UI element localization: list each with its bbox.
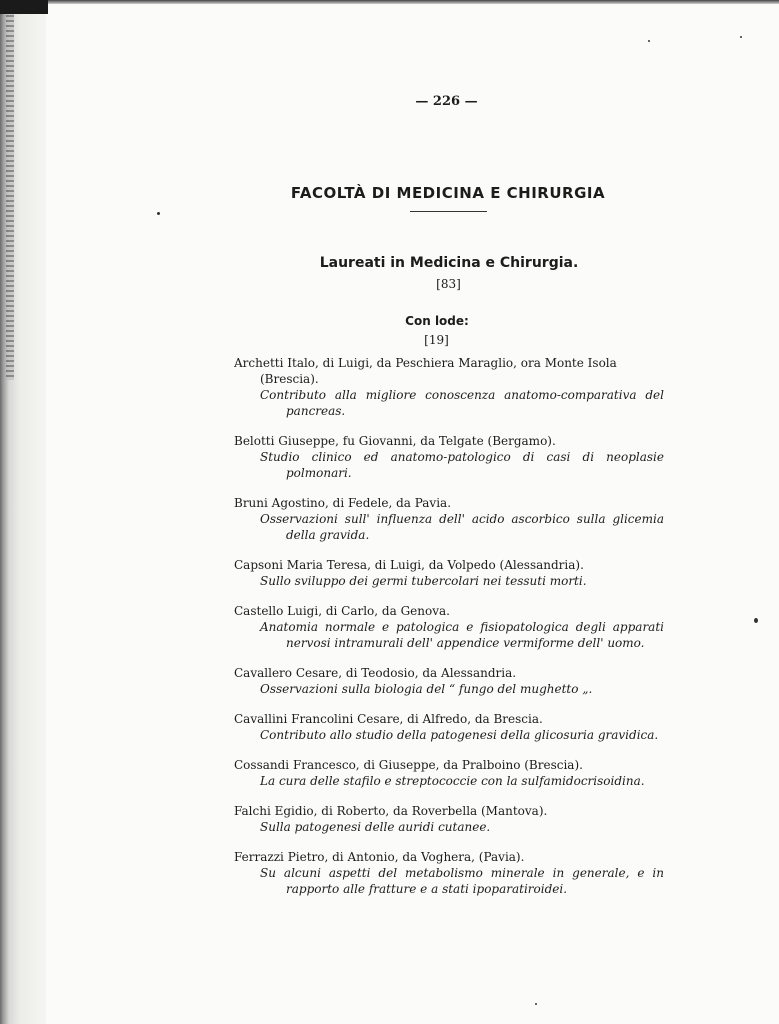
scan-speck (648, 40, 650, 42)
scan-speck (740, 36, 742, 38)
graduate-name: Capsoni Maria Teresa, di Luigi, da Volpedo (Alessandria). (234, 558, 584, 572)
graduate-entry (234, 665, 664, 697)
graduate-name: Falchi Egidio, di Roberto, da Roverbella (Mantova). (234, 804, 548, 818)
graduate-entry (234, 803, 664, 835)
thesis-title: Anatomia normale e patologica e fisiopatologica degli apparati nervosi intramurali dell' appendice vermiforme dell' uomo. (260, 620, 664, 650)
graduate-entry (234, 433, 664, 481)
honors-label: Con lode: (405, 314, 469, 328)
graduate-list (234, 355, 664, 911)
graduate-entry (234, 495, 664, 543)
scan-top-edge (0, 0, 779, 4)
thesis-title: Sulla patogenesi delle auridi cutanee. (260, 820, 491, 834)
thesis-title: Osservazioni sull' influenza dell' acido ascorbico sulla glicemia della gravida. (260, 512, 664, 542)
graduate-name: Belotti Giuseppe, fu Giovanni, da Telgate (Bergamo). (234, 434, 556, 448)
section-title: Laureati in Medicina e Chirurgia. (319, 255, 579, 271)
honors-count: [19] (424, 333, 449, 347)
graduate-name: Cavallero Cesare, di Teodosio, da Alessandria. (234, 666, 517, 680)
thesis-title: Osservazioni sulla biologia del “ fungo del mughetto „. (260, 682, 593, 696)
graduate-entry (234, 603, 664, 651)
scan-speck (535, 1003, 537, 1005)
graduate-name: Cavallini Francolini Cesare, di Alfredo, da Brescia. (234, 712, 543, 726)
graduate-entry (234, 711, 664, 743)
graduate-entry (234, 849, 664, 897)
thesis-title: Sullo sviluppo dei germi tubercolari nei tessuti morti. (260, 574, 587, 588)
graduate-name: Cossandi Francesco, di Giuseppe, da Pralboino (Brescia). (234, 758, 583, 772)
graduate-name: Castello Luigi, di Carlo, da Genova. (234, 604, 450, 618)
title-divider (410, 211, 487, 212)
graduate-name: Ferrazzi Pietro, di Antonio, da Voghera, (Pavia). (234, 850, 525, 864)
thesis-title: Studio clinico ed anatomo-patologico di casi di neoplasie polmonari. (260, 450, 664, 480)
section-count: [83] (436, 277, 461, 291)
scan-speck (754, 618, 758, 623)
thesis-title: Contributo alla migliore conoscenza anatomo-comparativa del pancreas. (260, 388, 664, 418)
graduate-entry (234, 557, 664, 589)
scan-binding-shadow (0, 0, 46, 1024)
scan-speck (157, 212, 160, 215)
thesis-title: Su alcuni aspetti del metabolismo minerale in generale, e in rapporto alle fratture e a stati ipoparatiroidei. (260, 866, 664, 896)
graduate-name: Archetti Italo, di Luigi, da Peschiera Maraglio, ora Monte Isola (Brescia). (234, 356, 617, 386)
graduate-name: Bruni Agostino, di Fedele, da Pavia. (234, 496, 452, 510)
page-number: — 226 — (415, 94, 478, 109)
scan-corner-mark (0, 0, 48, 14)
graduate-entry (234, 757, 664, 789)
faculty-title: FACOLTÀ DI MEDICINA E CHIRURGIA (290, 184, 606, 202)
graduate-entry (234, 355, 664, 419)
thesis-title: Contributo allo studio della patogenesi della glicosuria gravidica. (260, 728, 659, 742)
thesis-title: La cura delle stafilo e streptococcie con la sulfamidocrisoidina. (260, 774, 645, 788)
